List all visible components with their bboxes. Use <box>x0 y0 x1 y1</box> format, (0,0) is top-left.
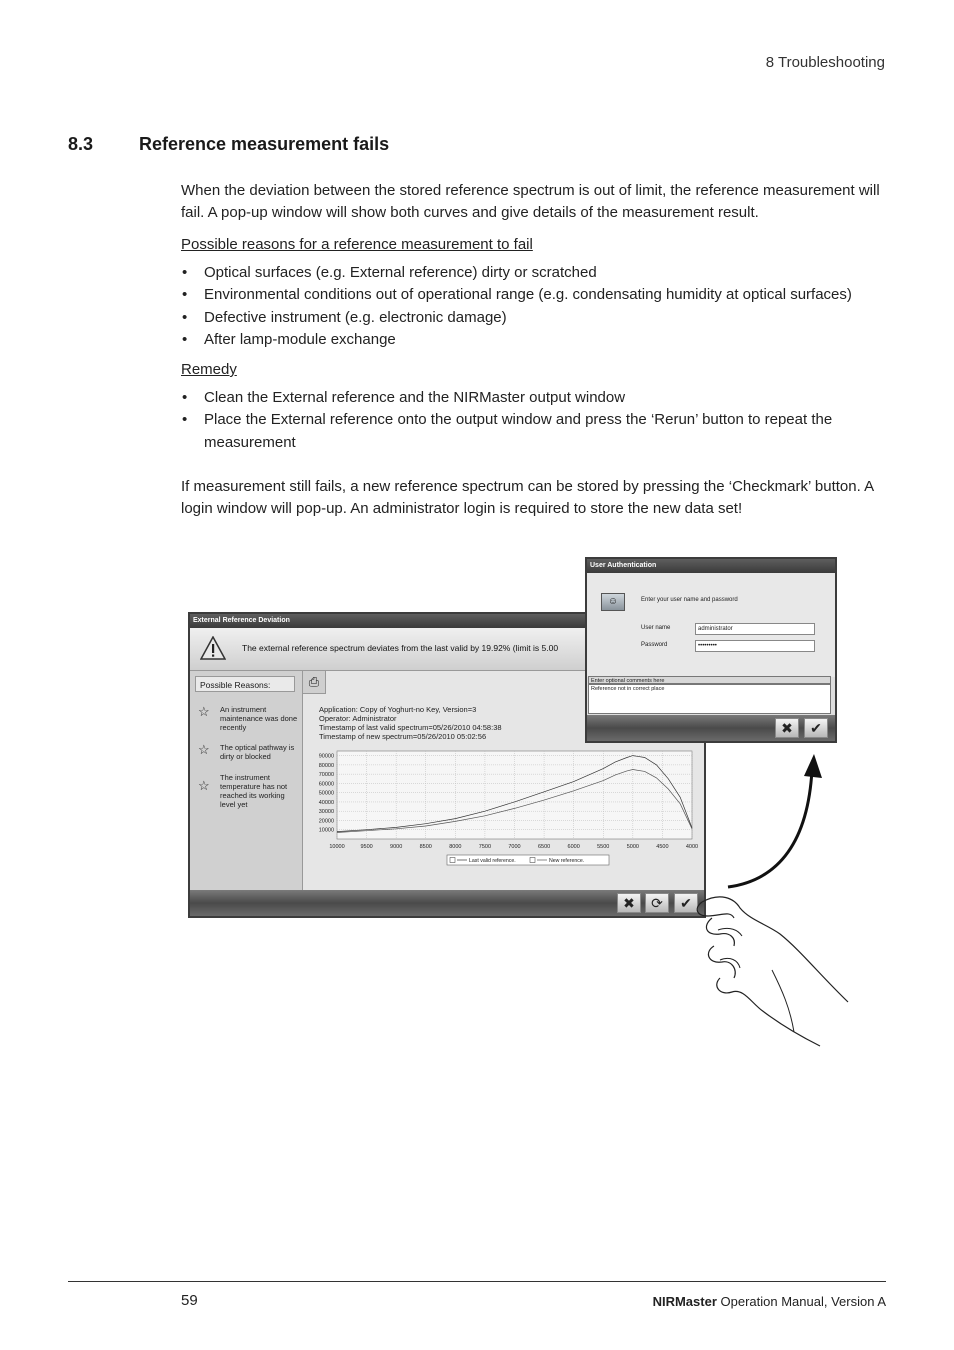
x-tick-label: 7000 <box>508 844 521 850</box>
running-header: 8 Troubleshooting <box>765 54 885 71</box>
auth-prompt: Enter your user name and password <box>641 597 738 603</box>
section-title: Reference measurement fails <box>139 134 390 154</box>
hand-illustration <box>690 740 860 1050</box>
intro-paragraph: When the deviation between the stored reference spectrum is out of limit, the reference measurement will fail. A pop-up window will show both curves and give details of the measurement result. <box>181 182 880 221</box>
x-tick-label: 4500 <box>656 844 669 850</box>
y-tick-label: 90000 <box>318 753 334 760</box>
x-tick-label: 5000 <box>626 844 639 850</box>
x-tick-label: 5500 <box>597 844 610 850</box>
auth-window-title: User Authentication <box>587 559 835 573</box>
x-tick-label: 6500 <box>537 844 551 850</box>
cancel-button[interactable]: ✖ <box>617 893 641 913</box>
y-tick-label: 70000 <box>318 772 334 779</box>
id-card-icon: ☺ <box>601 593 625 611</box>
checkmark-button[interactable]: ✔ <box>674 893 698 913</box>
star-icon: ☆ <box>198 778 210 793</box>
y-tick-label: 30000 <box>318 809 334 816</box>
username-label: User name <box>641 625 671 631</box>
star-icon: ☆ <box>198 742 210 757</box>
x-tick-label: 9000 <box>390 844 403 850</box>
legend-checkbox <box>530 858 535 863</box>
legend-label: Last valid reference. <box>469 858 516 864</box>
auth-cancel-button[interactable]: ✖ <box>775 718 799 738</box>
info-line: Timestamp of new spectrum=05/26/2010 05:02:56 <box>319 732 487 741</box>
username-field[interactable]: administrator <box>695 623 815 635</box>
reasons-list <box>181 262 886 351</box>
remedy-list <box>181 387 886 454</box>
footer-doc: Operation Manual, Version A <box>716 1294 886 1309</box>
auth-ok-button[interactable]: ✔ <box>804 718 828 738</box>
x-tick-label: 8500 <box>419 844 432 850</box>
y-tick-label: 10000 <box>318 827 334 834</box>
rerun-button[interactable]: ⟳ <box>645 893 669 913</box>
list-item: • Optical surfaces (e.g. External reference) dirty or scratched <box>181 262 886 284</box>
x-tick-label: 6000 <box>567 844 580 850</box>
password-field[interactable]: ••••••••• <box>695 640 815 652</box>
printer-icon[interactable]: ⎙ <box>303 671 326 694</box>
list-item: • Environmental conditions out of operational range (e.g. condensating humidity at optical surfaces) <box>181 284 886 306</box>
comment-placeholder: Enter optional comments here <box>588 676 831 684</box>
arrow-head <box>804 754 822 778</box>
page-number: 59 <box>181 1292 198 1309</box>
legend-checkbox <box>450 858 455 863</box>
auth-window <box>585 557 837 743</box>
y-tick-label: 20000 <box>318 818 334 825</box>
y-tick-label: 80000 <box>318 762 334 769</box>
remedy-heading: Remedy <box>181 361 237 378</box>
info-line: Application: Copy of Yoghurt-no Key, Version=3 <box>319 705 477 714</box>
curved-arrow <box>728 770 812 887</box>
list-item: • Place the External reference onto the output window and press the ‘Rerun’ button to repeat the measurement <box>181 409 886 454</box>
legend-label: New reference. <box>549 858 585 864</box>
x-tick-label: 10000 <box>329 844 345 850</box>
reason-item: The optical pathway is dirty or blocked <box>220 743 295 761</box>
password-label: Password <box>641 642 668 648</box>
reason-item: An instrument maintenance was done recently <box>220 705 298 732</box>
footer-brand: NIRMaster <box>652 1294 717 1309</box>
reasons-heading: Possible reasons for a reference measurement to fail <box>181 236 533 253</box>
deviation-message: The external reference spectrum deviates from the last valid by 19.92% (limit is 5.00 <box>242 643 559 653</box>
closing-paragraph: If measurement still fails, a new reference spectrum can be stored by pressing the ‘Checkmark’ button. A login window will pop-up. An administrator login is required to store the new data set! <box>181 478 874 517</box>
x-tick-label: 7500 <box>478 844 492 850</box>
reason-item: The instrument temperature has not reached its working level yet <box>220 773 288 809</box>
footer-rule <box>68 1281 886 1282</box>
warning-icon <box>200 636 226 660</box>
footer-doc-title <box>560 1294 886 1309</box>
star-icon: ☆ <box>198 704 210 719</box>
info-line: Operator: Administrator <box>319 714 397 723</box>
deviation-window-title: External Reference Deviation <box>190 614 704 628</box>
y-tick-label: 40000 <box>318 799 334 806</box>
list-item: • Clean the External reference and the NIRMaster output window <box>181 387 886 409</box>
reasons-panel <box>190 671 303 890</box>
x-tick-label: 9500 <box>360 844 373 850</box>
list-item: • Defective instrument (e.g. electronic damage) <box>181 307 886 329</box>
info-line: Timestamp of last valid spectrum=05/26/2010 04:58:38 <box>319 723 502 732</box>
y-tick-label: 60000 <box>318 781 334 788</box>
section-number: 8.3 <box>68 134 94 154</box>
possible-reasons-label: Possible Reasons: <box>195 676 295 692</box>
x-tick-label: 8000 <box>449 844 462 850</box>
deviation-bottom-bar <box>190 890 704 916</box>
list-item: • After lamp-module exchange <box>181 329 886 351</box>
comment-field[interactable]: Reference not in correct place <box>588 684 831 714</box>
auth-bottom-bar <box>587 715 835 741</box>
x-tick-label: 4000 <box>685 844 699 850</box>
auth-body <box>587 573 835 677</box>
y-tick-label: 50000 <box>318 790 334 797</box>
spectrum-chart <box>305 745 702 890</box>
